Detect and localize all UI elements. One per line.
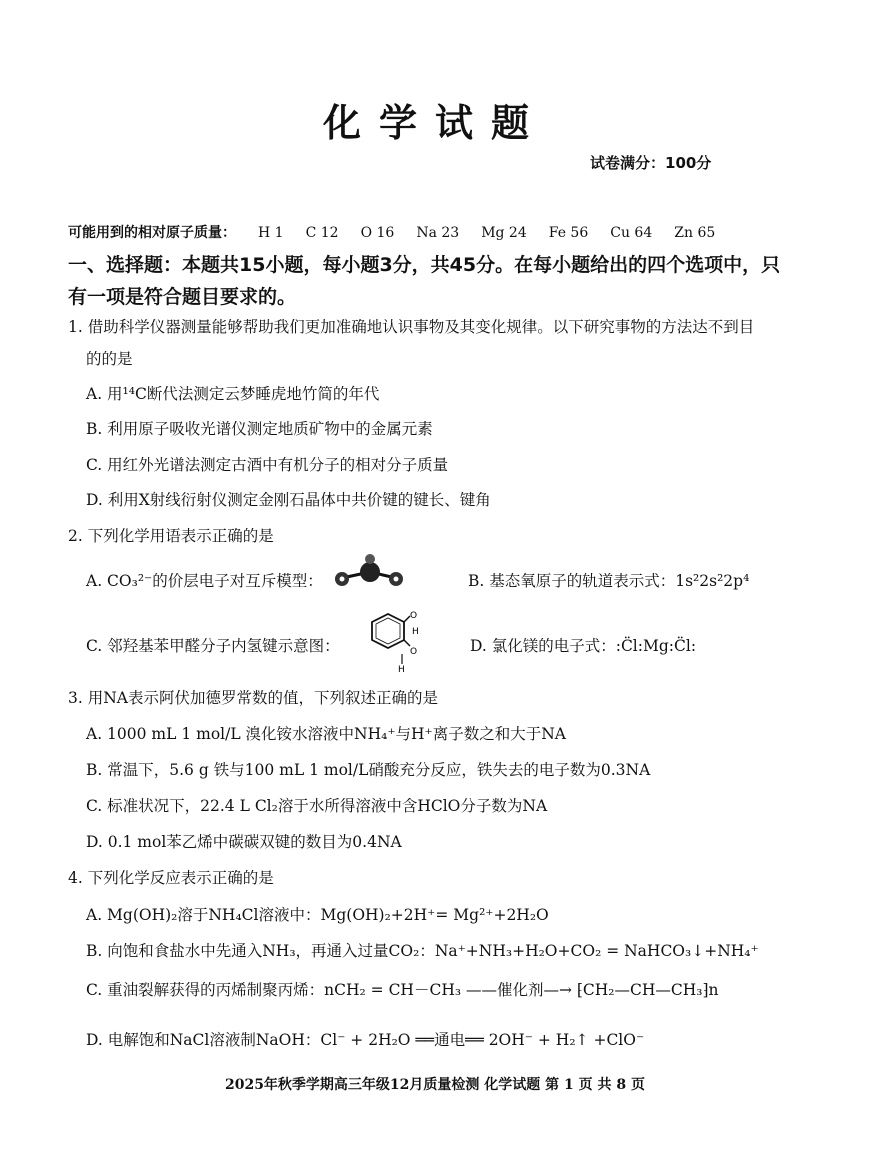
question-3-stem: 3. 用NA表示阿伏加德罗常数的值，下列叙述正确的是 <box>68 689 438 707</box>
atomic-mass-item: Zn 65 <box>674 225 716 241</box>
question-1-option-a: A. 用¹⁴C断代法测定云梦睡虎地竹简的年代 <box>86 385 380 403</box>
hydrogen-bond-figure <box>352 610 422 672</box>
page-title: 化学试题 <box>322 101 547 145</box>
question-2-option-a: A. CO₃²⁻的价层电子对互斥模型： <box>86 572 323 590</box>
atomic-mass-item: Mg 24 <box>481 225 527 241</box>
atomic-mass-item: C 12 <box>305 225 339 241</box>
svg-text:H: H <box>412 627 419 637</box>
page-footer: 2025年秋季学期高三年级12月质量检测 化学试题 第 1 页 共 8 页 <box>224 1077 646 1093</box>
question-3-option-c: C. 标准状况下，22.4 L Cl₂溶于水所得溶液中含HClO分子数为NA <box>86 797 548 815</box>
atomic-mass-item: Na 23 <box>416 225 460 241</box>
question-4-stem: 4. 下列化学反应表示正确的是 <box>68 869 274 887</box>
svg-text:O: O <box>410 611 418 621</box>
atomic-mass-item: O 16 <box>360 225 395 241</box>
question-4-option-c: C. 重油裂解获得的丙烯制聚丙烯：nCH₂ = CH－CH₃ ——催化剂—→ ⁅CH₂—CH—CH₃⁆n <box>86 981 719 999</box>
question-2-stem: 2. 下列化学用语表示正确的是 <box>68 527 274 545</box>
question-2-option-c: C. 邻羟基苯甲醛分子内氢键示意图： <box>86 637 340 655</box>
question-4-option-a: A. Mg(OH)₂溶于NH₄Cl溶液中：Mg(OH)₂+2H⁺= Mg²⁺+2H₂O <box>86 906 549 924</box>
question-3-option-a: A. 1000 mL 1 mol/L 溴化铵水溶液中NH₄⁺与H⁺离子数之和大于NA <box>86 725 566 743</box>
question-4-option-b: B. 向饱和食盐水中先通入NH₃，再通入过量CO₂：Na⁺+NH₃+H₂O+CO₂ = NaHCO₃↓+NH₄⁺ <box>86 942 759 960</box>
svg-text:O: O <box>410 647 418 657</box>
atomic-mass-item: Fe 56 <box>548 225 589 241</box>
atomic-mass-item: Cu 64 <box>610 225 653 241</box>
section-heading-line2: 有一项是符合题目要求的。 <box>68 286 297 308</box>
question-1-option-c: C. 用红外光谱法测定古酒中有机分子的相对分子质量 <box>86 456 449 474</box>
question-1-stem-cont: 的的是 <box>86 350 133 368</box>
section-heading-line1: 一、选择题：本题共15小题，每小题3分，共45分。在每小题给出的四个选项中，只 <box>68 254 781 276</box>
question-3-option-b: B. 常温下，5.6 g 铁与100 mL 1 mol/L硝酸充分反应，铁失去的电子数为0.3NA <box>86 761 651 779</box>
question-4-option-d: D. 电解饱和NaCl溶液制NaOH：Cl⁻ + 2H₂O ══通电══ 2OH⁻ + H₂↑ +ClO⁻ <box>86 1031 645 1049</box>
svg-text:H: H <box>398 665 405 672</box>
atomic-masses <box>68 222 715 242</box>
score-note: 试卷满分：100分 <box>590 154 712 172</box>
question-1-option-d: D. 利用X射线衍射仪测定金刚石晶体中共价键的键长、键角 <box>86 491 491 509</box>
atomic-masses-label: 可能用到的相对原子质量： <box>68 225 236 241</box>
atomic-mass-item: H 1 <box>258 225 284 241</box>
question-2-option-b: B. 基态氧原子的轨道表示式：1s²2s²2p⁴ <box>468 572 750 590</box>
question-2-option-d: D. 氯化镁的电子式：:C̈l:Mg:C̈l: <box>470 637 697 655</box>
vsepr-model-figure <box>330 554 410 598</box>
question-1-stem: 1. 借助科学仪器测量能够帮助我们更加准确地认识事物及其变化规律。以下研究事物的方法达不到目 <box>68 318 755 336</box>
question-3-option-d: D. 0.1 mol苯乙烯中碳碳双键的数目为0.4NA <box>86 833 402 851</box>
question-1-option-b: B. 利用原子吸收光谱仪测定地质矿物中的金属元素 <box>86 420 433 438</box>
